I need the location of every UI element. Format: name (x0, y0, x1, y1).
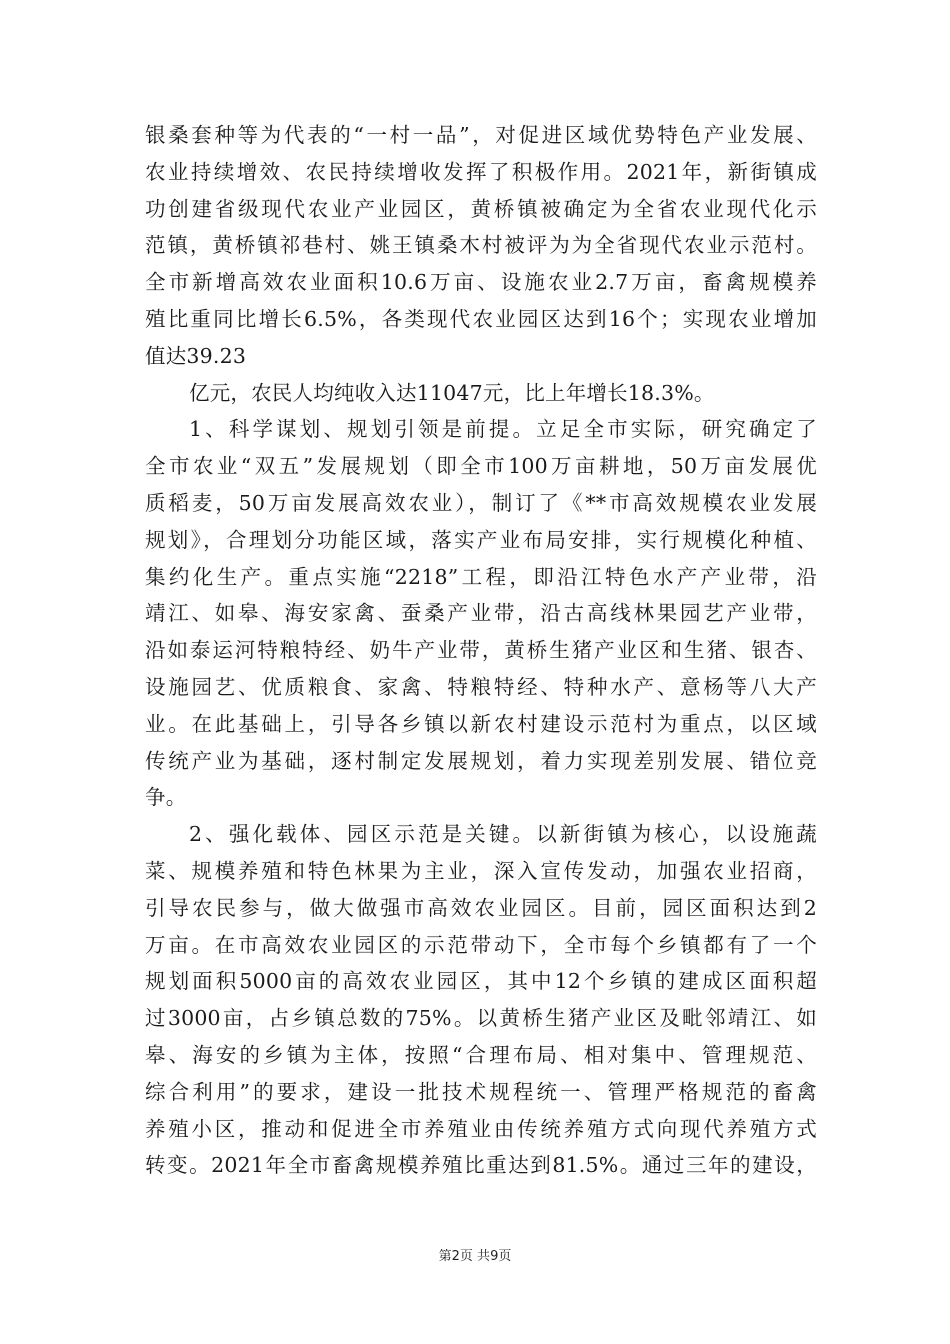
paragraph-continuation (145, 117, 817, 375)
text-line: 集约化生产。重点实施“2218”工程，即沿江特色水产产业带，沿 (145, 564, 817, 589)
text-line: 设施园艺、优质粮食、家禽、特粮特经、特种水产、意杨等八大产 (145, 674, 817, 699)
text-line: 靖江、如皋、海安家禽、蚕桑产业带，沿古高线林果园艺产业带， (145, 601, 817, 626)
footer-middle: 页 共 (459, 1249, 491, 1264)
text-line: 争。 (145, 785, 187, 810)
text-line: 全市农业“双五”发展规划（即全市100万亩耕地，50万亩发展优 (145, 454, 817, 479)
footer-prefix: 第 (438, 1249, 452, 1264)
text-line: 殖比重同比增长6.5%，各类现代农业园区达到16个；实现农业增加 (145, 306, 817, 331)
total-pages-number: 9 (490, 1249, 499, 1264)
text-line: 综合利用”的要求，建设一批技术规程统一、管理严格规范的畜禽 (145, 1079, 817, 1104)
text-line: 银桑套种等为代表的“一村一品”，对促进区域优势特色产业发展、 (145, 123, 817, 147)
footer-suffix: 页 (498, 1249, 512, 1264)
text-line: 功创建省级现代农业产业园区，黄桥镇被确定为全省农业现代化示 (145, 196, 817, 221)
text-line: 1、科学谋划、规划引领是前提。立足全市实际，研究确定了 (189, 417, 817, 442)
paragraph-income (145, 375, 817, 412)
text-line: 养殖小区，推动和促进全市养殖业由传统养殖方式向现代养殖方式 (145, 1116, 817, 1141)
text-line: 值达39.23 (145, 343, 247, 368)
text-line: 万亩。在市高效农业园区的示范带动下，全市每个乡镇都有了一个 (145, 932, 817, 957)
text-line: 引导农民参与，做大做强市高效农业园区。目前，园区面积达到2 (145, 895, 817, 920)
text-line: 2、强化载体、园区示范是关键。以新街镇为核心，以设施蔬 (189, 822, 817, 847)
text-line: 沿如泰运河特粮特经、奶牛产业带，黄桥生猪产业区和生猪、银杏、 (145, 638, 817, 663)
current-page-number: 2 (451, 1249, 460, 1264)
text-line: 亿元，农民人均纯收入达11047元，比上年增长18.3%。 (189, 380, 715, 405)
text-line: 全市新增高效农业面积10.6万亩、设施农业2.7万亩，畜禽规模养 (145, 270, 817, 295)
text-line: 传统产业为基础，逐村制定发展规划，着力实现差别发展、错位竞 (145, 748, 817, 773)
paragraph-parks (145, 816, 817, 1184)
text-line: 农业持续增效、农民持续增收发挥了积极作用。2021年，新街镇成 (145, 159, 817, 184)
text-line: 规划面积5000亩的高效农业园区，其中12个乡镇的建成区面积超 (145, 969, 817, 994)
page-number-footer (0, 1245, 950, 1264)
text-line: 质稻麦，50万亩发展高效农业），制订了《**市高效规模农业发展 (145, 490, 817, 515)
text-line: 过3000亩，占乡镇总数的75%。以黄桥生猪产业区及毗邻靖江、如 (145, 1006, 817, 1031)
paragraph-planning (145, 411, 817, 816)
text-line: 菜、规模养殖和特色林果为主业，深入宣传发动，加强农业招商， (145, 858, 817, 883)
text-line: 皋、海安的乡镇为主体，按照“合理布局、相对集中、管理规范、 (145, 1042, 817, 1067)
document-body (145, 117, 817, 1184)
text-line: 转变。2021年全市畜禽规模养殖比重达到81.5%。通过三年的建设， (145, 1153, 817, 1178)
text-line: 业。在此基础上，引导各乡镇以新农村建设示范村为重点，以区域 (145, 711, 817, 736)
text-line: 范镇，黄桥镇祁巷村、姚王镇桑木村被评为为全省现代农业示范村。 (145, 233, 817, 258)
text-line: 规划》，合理划分功能区域，落实产业布局安排，实行规模化种植、 (145, 527, 817, 552)
